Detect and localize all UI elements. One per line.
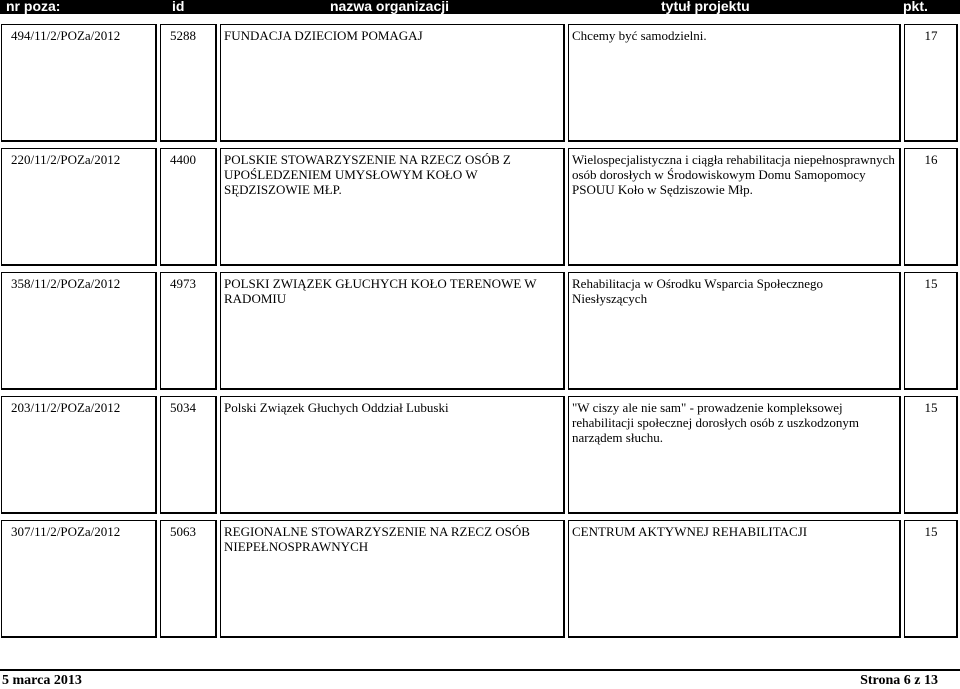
table-row xyxy=(0,24,960,148)
table-row xyxy=(0,520,960,644)
cell-id: 5063 xyxy=(160,520,217,638)
cell-org: POLSKIE STOWARZYSZENIE NA RZECZ OSÓB Z UPOŚLEDZENIEM UMYSŁOWYM KOŁO W SĘDZISZOWIE MŁP. xyxy=(220,148,565,266)
cell-title: "W ciszy ale nie sam" - prowadzenie kompleksowej rehabilitacji społecznej dorosłych osób z uszkodzonym narządem słuchu. xyxy=(568,396,901,514)
header-id: id xyxy=(172,0,185,14)
cell-title: CENTRUM AKTYWNEJ REHABILITACJI xyxy=(568,520,901,638)
cell-org: REGIONALNE STOWARZYSZENIE NA RZECZ OSÓB NIEPEŁNOSPRAWNYCH xyxy=(220,520,565,638)
table-row xyxy=(0,148,960,272)
cell-pkt: 17 xyxy=(904,24,958,142)
header-title: tytuł projektu xyxy=(661,0,750,14)
cell-pkt: 15 xyxy=(904,396,958,514)
table-row xyxy=(0,396,960,520)
cell-title: Rehabilitacja w Ośrodku Wsparcia Społecznego Niesłyszących xyxy=(568,272,901,390)
cell-nr: 307/11/2/POZa/2012 xyxy=(1,520,157,638)
cell-id: 5034 xyxy=(160,396,217,514)
cell-nr: 220/11/2/POZa/2012 xyxy=(1,148,157,266)
cell-org: POLSKI ZWIĄZEK GŁUCHYCH KOŁO TERENOWE W RADOMIU xyxy=(220,272,565,390)
table-header xyxy=(0,0,960,14)
cell-id: 4400 xyxy=(160,148,217,266)
cell-org: Polski Związek Głuchych Oddział Lubuski xyxy=(220,396,565,514)
cell-id: 5288 xyxy=(160,24,217,142)
footer-page-number: Strona 6 z 13 xyxy=(860,673,938,688)
footer-divider xyxy=(0,669,960,671)
header-pkt: pkt. xyxy=(903,0,928,14)
cell-pkt: 15 xyxy=(904,272,958,390)
cell-title: Chcemy być samodzielni. xyxy=(568,24,901,142)
cell-id: 4973 xyxy=(160,272,217,390)
cell-org: FUNDACJA DZIECIOM POMAGAJ xyxy=(220,24,565,142)
records-table xyxy=(0,14,960,636)
cell-nr: 358/11/2/POZa/2012 xyxy=(1,272,157,390)
table-row xyxy=(0,272,960,396)
cell-nr: 494/11/2/POZa/2012 xyxy=(1,24,157,142)
header-nr: nr poza: xyxy=(6,0,61,14)
header-org: nazwa organizacji xyxy=(330,0,450,14)
cell-nr: 203/11/2/POZa/2012 xyxy=(1,396,157,514)
cell-pkt: 15 xyxy=(904,520,958,638)
cell-pkt: 16 xyxy=(904,148,958,266)
footer-date: 5 marca 2013 xyxy=(2,673,82,688)
cell-title: Wielospecjalistyczna i ciągła rehabilitacja niepełnosprawnych osób dorosłych w Środowiskowym Domu Samopomocy PSOUU Koło w Sędziszowie Młp. xyxy=(568,148,901,266)
